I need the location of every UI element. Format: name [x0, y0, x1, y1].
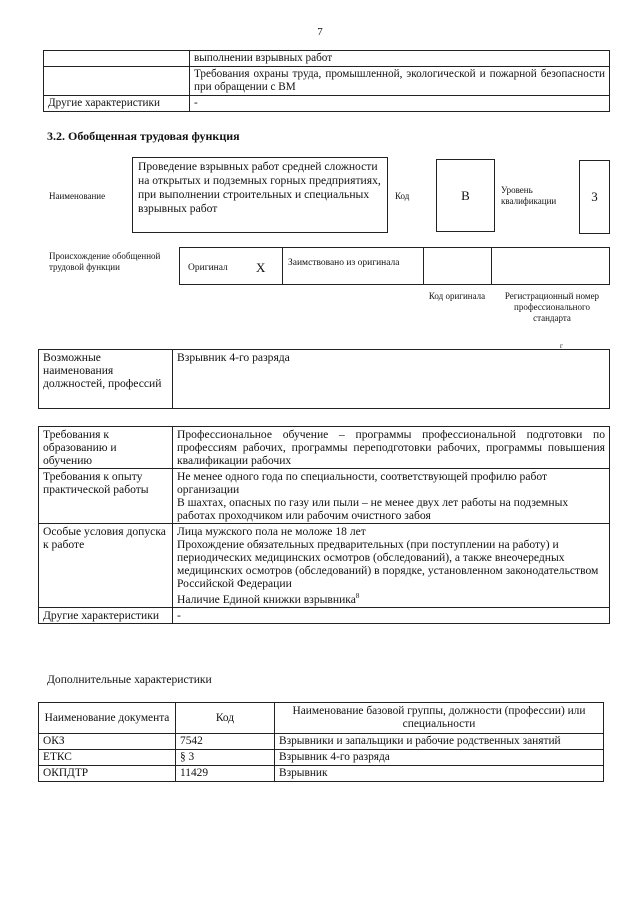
table-row: [39, 734, 604, 750]
table-header-row: [39, 703, 604, 734]
positions-table: [38, 349, 610, 409]
extra-title: Дополнительные характеристики: [47, 673, 212, 686]
table-row: [44, 51, 610, 67]
other-value: -: [190, 96, 610, 112]
education-value: Профессиональное обучение – программы профессиональной подготовки по профессиям рабочих, программы переподготовки рабочих, программы повышения квалификации рабочих: [173, 427, 610, 469]
conditions-line: [177, 590, 605, 606]
positions-label: Возможные наименования должностей, профессий: [39, 350, 173, 409]
other-label: Другие характеристики: [39, 607, 173, 623]
borrowed-label: Заимствовано из оригинала: [288, 258, 400, 268]
other-label: Другие характеристики: [44, 96, 190, 112]
table-cell: ОКПДТР: [39, 766, 176, 782]
table-row: [39, 607, 610, 623]
education-label: Требования к образованию и обучению: [39, 427, 173, 469]
header-code: Код: [176, 703, 275, 734]
table-cell: § 3: [176, 750, 275, 766]
experience-line: В шахтах, опасных по газу или пыли – не менее двух лет работы на подземных работах проходчиком или рабочим очистного забоя: [177, 496, 569, 522]
table-row: [39, 469, 610, 524]
name-value: Проведение взрывных работ средней сложности на открытых и подземных горных предприятиях, при выполнении строительных и специальных взрывных работ: [132, 157, 388, 233]
experience-line: Не менее одного года по специальности, соответствующей профилю работ организации: [177, 470, 548, 496]
registration-number-cell: [491, 247, 610, 285]
caption-original-code: Код оригинала: [428, 291, 486, 301]
original-label: Оригинал: [188, 263, 228, 273]
conditions-line-text: Наличие Единой книжки взрывника: [177, 592, 356, 606]
page-number: 7: [317, 26, 323, 38]
name-label: Наименование: [49, 191, 106, 201]
table-row: [39, 350, 610, 409]
table-row: [39, 750, 604, 766]
table-cell: ОКЗ: [39, 734, 176, 750]
positions-value: Взрывник 4-го разряда: [173, 350, 610, 409]
conditions-line: Прохождение обязательных предварительных (при поступлении на работу) и периодических медицинских осмотров (обследований), а также внеочередных медицинских осмотров (обследований) в порядке, установленном законодательством Российской Федерации: [177, 538, 599, 590]
conditions-value: [173, 524, 610, 608]
original-cell: [179, 247, 283, 285]
table-row: [39, 766, 604, 782]
original-mark: X: [256, 260, 266, 275]
other-value: -: [173, 607, 610, 623]
section-title: 3.2. Обобщенная трудовая функция: [47, 129, 240, 143]
origin-label: Происхождение обобщенной трудовой функции: [49, 251, 161, 272]
table-row: [39, 427, 610, 469]
origin-row: [179, 247, 610, 285]
table-cell: выполнении взрывных работ: [190, 51, 610, 67]
table-row: [39, 524, 610, 608]
header-group: Наименование базовой группы, должности (профессии) или специальности: [275, 703, 604, 734]
table-cell: ЕТКС: [39, 750, 176, 766]
table-row: [44, 67, 610, 96]
original-code-cell: [423, 247, 492, 285]
table-cell: [44, 51, 190, 67]
table-cell: [44, 67, 190, 96]
table-cell: 7542: [176, 734, 275, 750]
table-cell: Требования охраны труда, промышленной, экологической и пожарной безопасности при обращении с ВМ: [190, 67, 610, 96]
conditions-line: Лица мужского пола не моложе 18 лет: [177, 525, 366, 538]
code-value: B: [436, 159, 495, 232]
borrowed-cell: [282, 247, 424, 285]
top-table: [43, 50, 610, 112]
table-cell: 11429: [176, 766, 275, 782]
table-cell: Взрывник: [275, 766, 604, 782]
experience-label: Требования к опыту практической работы: [39, 469, 173, 524]
conditions-label: Особые условия допуска к работе: [39, 524, 173, 608]
stray-mark: г: [560, 342, 563, 350]
extra-table: [38, 702, 604, 782]
table-cell: Взрывник 4-го разряда: [275, 750, 604, 766]
caption-registration-number: Регистрационный номер профессионального стандарта: [504, 291, 600, 323]
code-label: Код: [395, 191, 410, 201]
level-value: 3: [579, 160, 610, 234]
header-document: Наименование документа: [39, 703, 176, 734]
table-cell: Взрывники и запальщики и рабочие родственных занятий: [275, 734, 604, 750]
level-label: Уровень квалификации: [501, 185, 557, 206]
experience-value: [173, 469, 610, 524]
requirements-table: [38, 426, 610, 624]
table-row: [44, 96, 610, 112]
footnote-marker: 8: [355, 592, 360, 600]
